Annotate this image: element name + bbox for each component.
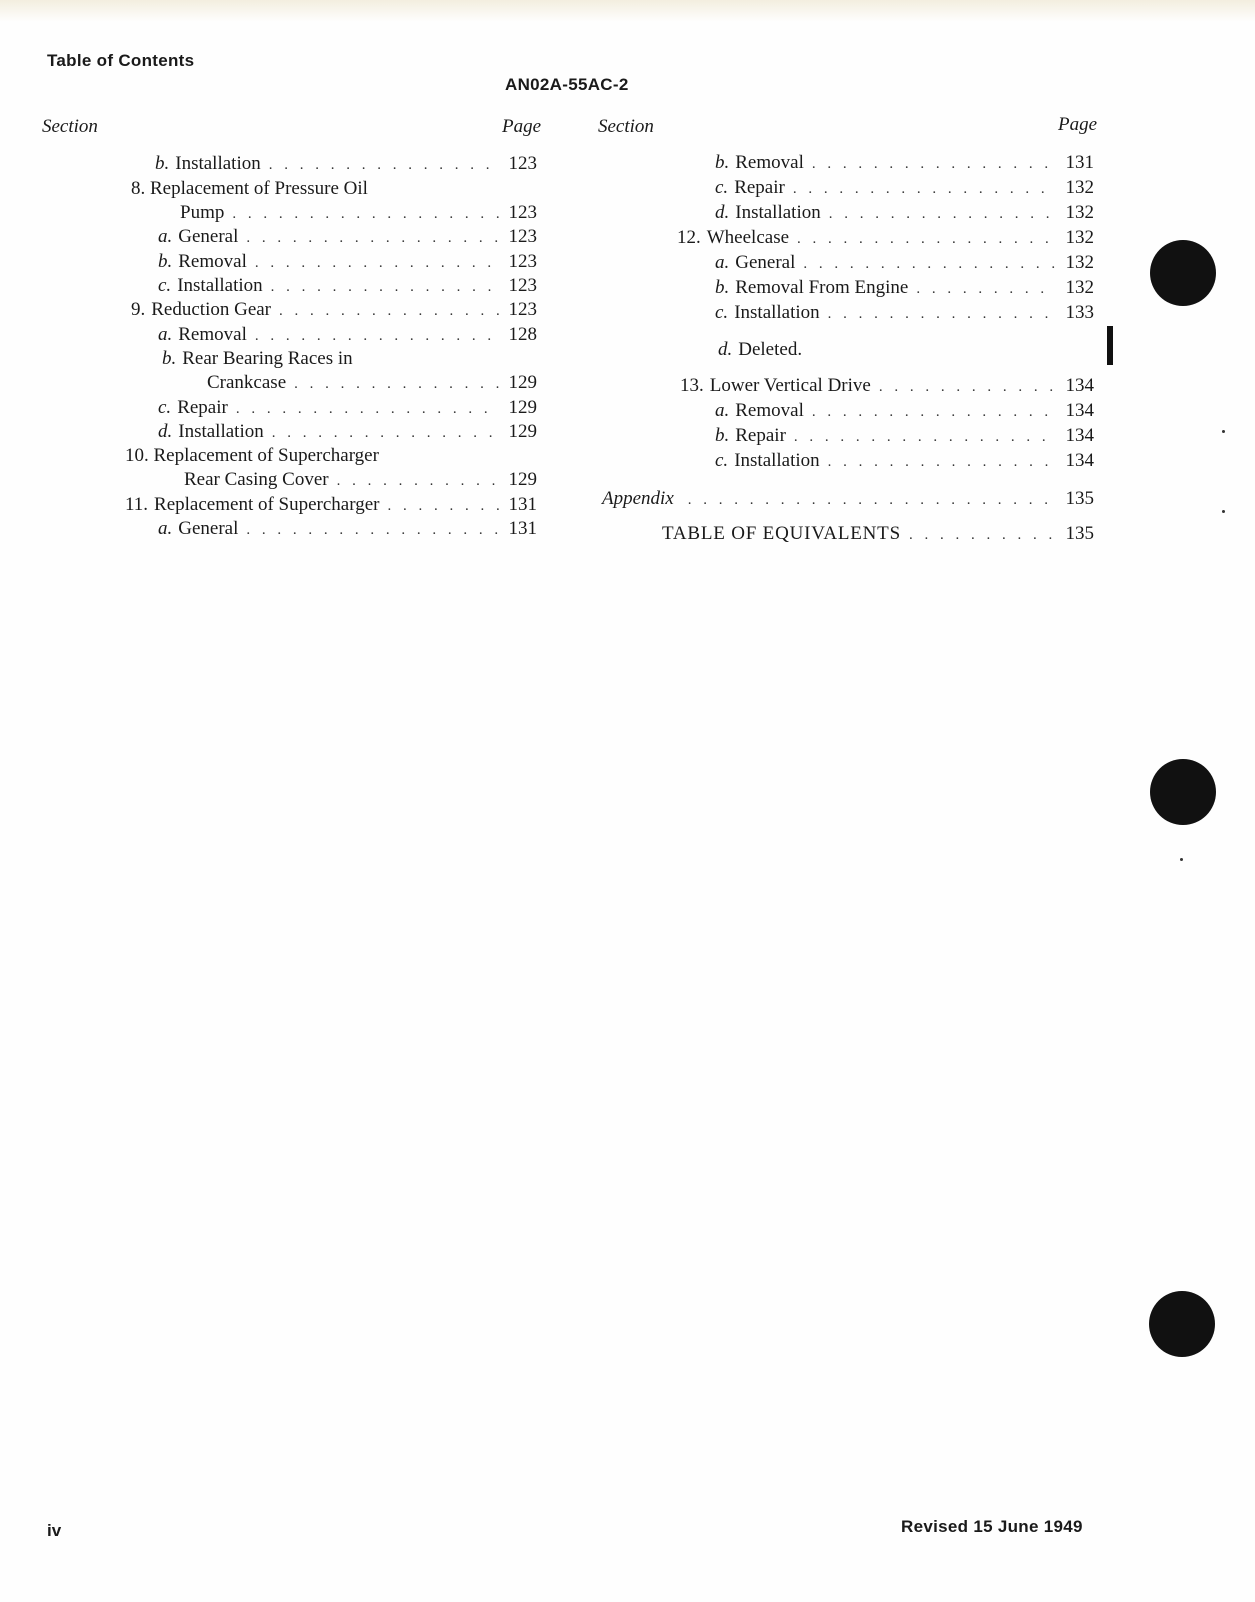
toc-entry-line2[interactable] (184, 468, 537, 493)
entry-title: Repair (734, 177, 785, 198)
toc-entry-table-of-equivalents[interactable] (662, 522, 1094, 547)
toc-entry[interactable] (715, 201, 1094, 226)
document-number: AN02A-55AC-2 (505, 75, 629, 94)
entry-title-continued: Pump (180, 202, 225, 223)
entry-page: 134 (1065, 450, 1094, 471)
entry-title: General (178, 226, 239, 247)
toc-entry[interactable] (125, 493, 537, 518)
dot-leader (879, 375, 1056, 399)
entry-page: 123 (508, 275, 537, 296)
toc-entry-line1[interactable] (125, 444, 379, 468)
entry-title-continued: Rear Casing Cover (184, 469, 329, 490)
entry-title: Lower Vertical Drive (709, 375, 871, 396)
entry-page: 123 (508, 202, 537, 223)
entry-title: Removal From Engine (735, 277, 909, 298)
entry-letter: c. (158, 275, 172, 296)
entry-page: 134 (1065, 400, 1094, 421)
entry-page: 135 (1065, 488, 1094, 509)
entry-letter: c. (715, 177, 729, 198)
entry-number: 9. (131, 299, 146, 320)
entry-letter: a. (715, 252, 730, 273)
entry-title: Replacement of Supercharger (153, 445, 379, 466)
entry-page: 123 (508, 226, 537, 247)
entry-page: 132 (1065, 252, 1094, 273)
entry-letter: b. (715, 152, 730, 173)
entry-page: 128 (508, 324, 537, 345)
entry-title: Reduction Gear (151, 299, 272, 320)
dot-leader (279, 299, 498, 323)
entry-page: 135 (1065, 523, 1094, 544)
dot-leader (812, 400, 1056, 424)
dot-leader (388, 494, 499, 518)
entry-title: Removal (178, 324, 247, 345)
dot-leader (246, 518, 498, 542)
toc-entry-deleted[interactable] (718, 338, 802, 362)
entry-letter: c. (715, 302, 729, 323)
entry-title: Deleted. (738, 339, 803, 360)
scan-speck (1222, 510, 1225, 513)
left-page-heading: Page (502, 116, 542, 137)
entry-title: Wheelcase (706, 227, 790, 248)
revision-date: Revised 15 June 1949 (901, 1517, 1083, 1536)
binder-hole (1149, 1291, 1215, 1357)
entry-page: 134 (1065, 425, 1094, 446)
entry-title: Installation (175, 153, 261, 174)
entry-title: Rear Bearing Races in (182, 348, 353, 369)
entry-title: Installation (734, 302, 820, 323)
dot-leader (269, 153, 499, 177)
dot-leader (794, 425, 1056, 449)
entry-page: 131 (508, 518, 537, 539)
entry-letter: d. (718, 339, 733, 360)
entry-number: 8. (131, 178, 146, 199)
entry-page: 123 (508, 153, 537, 174)
entry-page: 132 (1065, 202, 1094, 223)
entry-page: 123 (508, 251, 537, 272)
toc-entry[interactable] (158, 420, 537, 445)
entry-title: Replacement of Pressure Oil (150, 178, 368, 199)
toc-entry[interactable] (677, 226, 1094, 251)
toc-entry-line2[interactable] (180, 201, 537, 226)
entry-title-continued: Crankcase (207, 372, 287, 393)
toc-entry[interactable] (715, 424, 1094, 449)
entry-letter: b. (155, 153, 170, 174)
entry-title: General (178, 518, 239, 539)
entry-title: Removal (735, 400, 804, 421)
toc-entry[interactable] (158, 323, 537, 348)
entry-page: 129 (508, 397, 537, 418)
toc-entry[interactable] (158, 250, 537, 275)
entry-letter: a. (158, 518, 173, 539)
right-section-heading: Section (598, 116, 654, 137)
toc-entry[interactable] (158, 517, 537, 542)
toc-entry[interactable] (155, 152, 537, 177)
toc-entry[interactable] (715, 301, 1094, 326)
entry-letter: b. (162, 348, 177, 369)
toc-entry-line2[interactable] (207, 371, 537, 396)
entry-letter: c. (715, 450, 729, 471)
entry-page: 131 (508, 494, 537, 515)
entry-title: Installation (177, 275, 263, 296)
entry-title: General (735, 252, 796, 273)
entry-letter: a. (715, 400, 730, 421)
dot-leader (828, 302, 1056, 326)
toc-entry[interactable] (158, 396, 537, 421)
entry-letter: d. (158, 421, 173, 442)
entry-page: 129 (508, 372, 537, 393)
dot-leader (255, 251, 499, 275)
entry-title: Removal (735, 152, 804, 173)
revision-bar (1107, 326, 1113, 365)
entry-letter: a. (158, 226, 173, 247)
dot-leader (232, 202, 498, 226)
scan-speck (1180, 858, 1183, 861)
entry-letter: b. (158, 251, 173, 272)
entry-title: TABLE OF EQUIVALENTS (662, 523, 901, 544)
entry-number: 12. (677, 227, 701, 248)
entry-page: 132 (1065, 277, 1094, 298)
entry-letter: c. (158, 397, 172, 418)
toc-entry[interactable] (715, 151, 1094, 176)
scan-speck (1222, 430, 1225, 433)
entry-title: Removal (178, 251, 247, 272)
running-title: Table of Contents (47, 51, 195, 70)
entry-page: 132 (1065, 227, 1094, 248)
entry-number: 13. (680, 375, 704, 396)
dot-leader (272, 421, 499, 445)
entry-number: 11. (125, 494, 149, 515)
entry-page: 133 (1065, 302, 1094, 323)
entry-letter: d. (715, 202, 730, 223)
entry-page: 134 (1065, 375, 1094, 396)
entry-letter: b. (715, 277, 730, 298)
entry-number: 10. (125, 445, 149, 466)
toc-entry[interactable] (158, 225, 537, 250)
toc-entry[interactable] (131, 298, 537, 323)
toc-entry[interactable] (715, 449, 1094, 474)
toc-entry[interactable] (715, 399, 1094, 424)
entry-letter: b. (715, 425, 730, 446)
entry-letter: a. (158, 324, 173, 345)
toc-entry-appendix[interactable] (602, 487, 1094, 512)
toc-entry[interactable] (715, 251, 1094, 276)
page-number: iv (47, 1521, 62, 1540)
dot-leader (793, 177, 1056, 201)
dot-leader (916, 277, 1055, 301)
entry-page: 132 (1065, 177, 1094, 198)
dot-leader (337, 469, 499, 493)
left-section-heading: Section (42, 116, 98, 137)
toc-entry[interactable] (715, 176, 1094, 201)
binder-hole (1150, 240, 1216, 306)
entry-title: Repair (735, 425, 786, 446)
entry-page: 123 (508, 299, 537, 320)
dot-leader (812, 152, 1056, 176)
toc-entry-line1[interactable] (162, 347, 353, 371)
dot-leader (828, 450, 1056, 474)
page-edge-shading (0, 0, 1255, 22)
right-page-heading: Page (1058, 114, 1098, 135)
entry-title: Installation (735, 202, 821, 223)
entry-title: Repair (177, 397, 228, 418)
entry-title: Appendix (602, 488, 674, 509)
binder-hole (1150, 759, 1216, 825)
entry-page: 129 (508, 469, 537, 490)
dot-leader (271, 275, 499, 299)
entry-page: 129 (508, 421, 537, 442)
toc-entry[interactable] (680, 374, 1094, 399)
dot-leader (236, 397, 499, 421)
entry-page: 131 (1065, 152, 1094, 173)
dot-leader (803, 252, 1055, 276)
entry-title: Replacement of Supercharger (154, 494, 380, 515)
toc-entry-line1[interactable] (131, 177, 368, 201)
dot-leader (246, 226, 498, 250)
dot-leader (255, 324, 499, 348)
dot-leader (909, 523, 1056, 547)
entry-title: Installation (734, 450, 820, 471)
toc-entry[interactable] (715, 276, 1094, 301)
dot-leader (797, 227, 1055, 251)
toc-entry[interactable] (158, 274, 537, 299)
dot-leader (688, 488, 1056, 512)
dot-leader (294, 372, 498, 396)
dot-leader (829, 202, 1056, 226)
entry-title: Installation (178, 421, 264, 442)
